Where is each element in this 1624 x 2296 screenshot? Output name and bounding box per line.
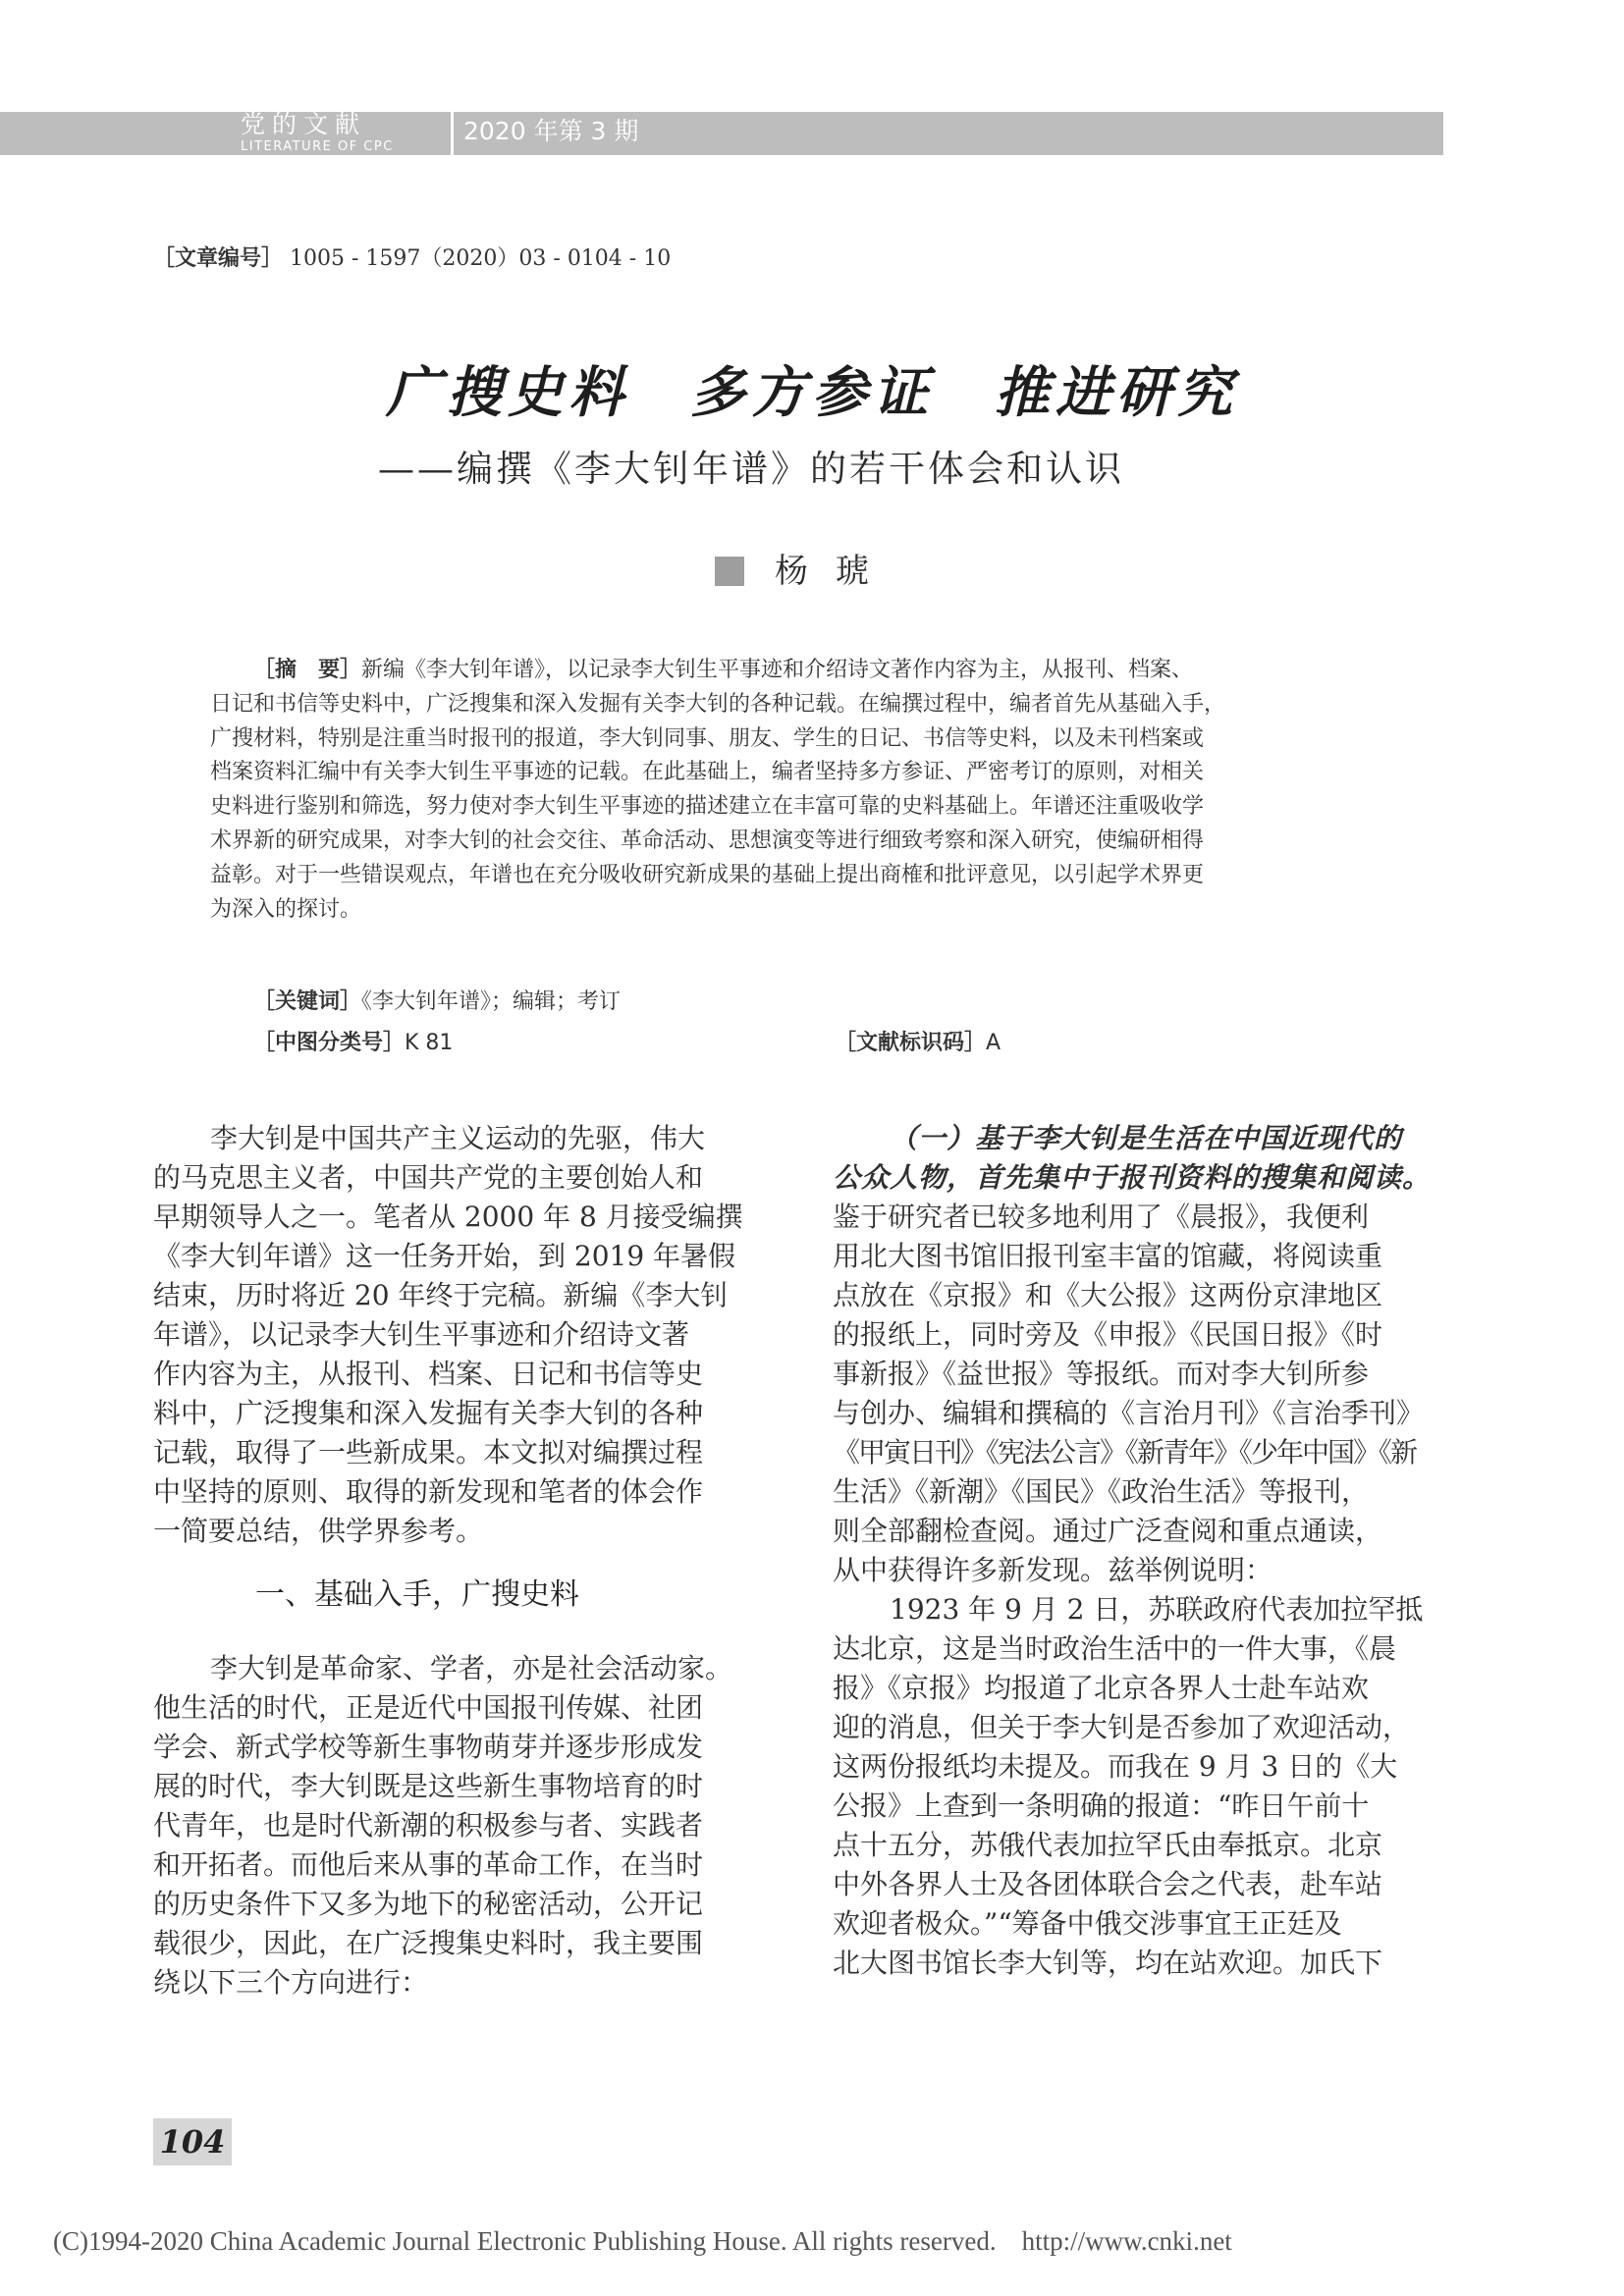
body-line: 用北大图书馆旧报刊室丰富的馆藏，将阅读重 <box>833 1240 1383 1272</box>
clc-number <box>253 1026 453 1056</box>
journal-name-en: LITERATURE OF CPC <box>241 139 394 154</box>
body-line: 绕以下三个方向进行： <box>153 1966 429 1999</box>
body-line: 他生活的时代，正是近代中国报刊传媒、社团 <box>153 1691 704 1724</box>
abstract-line: 史料进行鉴别和筛选，努力使对李大钊生平事迹的描述建立在丰富可靠的史料基础上。年谱还注重吸收学 <box>210 794 1205 820</box>
abstract-line: 术界新的研究成果，对李大钊的社会交往、革命活动、思想演变等进行细致考察和深入研究，使编研相得 <box>210 828 1205 853</box>
body-line: 料中，广泛搜集和深入发掘有关李大钊的各种 <box>153 1397 704 1429</box>
body-line: 公报》上查到一条明确的报道：“昨日午前十 <box>833 1789 1370 1822</box>
article-subtitle: ——编撰《李大钊年谱》的若干体会和认识 <box>378 448 1124 490</box>
body-line: 作内容为主，从报刊、档案、日记和书信等史 <box>153 1358 704 1390</box>
body-line: 报》《京报》均报道了北京各界人士赴车站欢 <box>833 1672 1370 1704</box>
clc-value: K 81 <box>405 1031 454 1055</box>
body-line: 则全部翻检查阅。通过广泛查阅和重点通读， <box>833 1515 1383 1547</box>
body-line: 的马克思主义者，中国共产党的主要创始人和 <box>153 1161 704 1194</box>
keywords-label: ［关键词］ <box>253 989 362 1014</box>
document-code <box>835 1026 1001 1056</box>
keywords <box>253 985 621 1015</box>
body-line: 和开拓者。而他后来从事的革命工作，在当时 <box>153 1848 704 1881</box>
abstract <box>210 654 1408 927</box>
header-divider <box>451 112 454 155</box>
body-line: 鉴于研究者已较多地利用了《晨报》，我便利 <box>833 1201 1370 1233</box>
body-line: 点十五分，苏俄代表加拉罕氏由奉抵京。北京 <box>833 1829 1383 1861</box>
article-number-value: 1005 - 1597（2020）03 - 0104 - 10 <box>290 246 672 271</box>
body-line: 达北京，这是当时政治生活中的一件大事，《晨 <box>833 1632 1397 1665</box>
body-line: 李大钊是中国共产主义运动的先驱，伟大 <box>210 1122 706 1154</box>
abstract-line: 广搜材料，特别是注重当时报刊的报道，李大钊同事、朋友、学生的日记、书信等史料，以及未刊档案或 <box>210 725 1205 751</box>
abstract-line: 为深入的探讨。 <box>210 896 362 922</box>
body-line: 1923 年 9 月 2 日，苏联政府代表加拉罕抵 <box>890 1593 1424 1626</box>
doc-code-value: A <box>986 1031 1001 1055</box>
clc-label: ［中图分类号］ <box>253 1031 406 1055</box>
doc-code-label: ［文献标识码］ <box>835 1031 987 1055</box>
body-line: 点放在《京报》和《大公报》这两份京津地区 <box>833 1279 1383 1311</box>
article-title: 广搜史料 多方参证 推进研究 <box>386 360 1238 425</box>
author-name: 杨琥 <box>775 552 896 591</box>
body-line: 结束，历时将近 20 年终于完稿。新编《李大钊 <box>153 1279 729 1311</box>
copyright-text: (C)1994-2020 China Academic Journal Electronic Publishing House. All rights reserved. <box>53 2226 997 2256</box>
author-marker <box>715 557 744 586</box>
body-line: 事新报》《益世报》等报纸。而对李大钊所参 <box>833 1358 1370 1390</box>
header-band <box>0 112 1443 155</box>
abstract-line: 日记和书信等史料中，广泛搜集和深入发掘有关李大钊的各种记载。在编撰过程中，编者首先从基础入手， <box>210 691 1226 717</box>
cnki-link[interactable]: http://www.cnki.net <box>1021 2226 1232 2256</box>
subsection-heading-line: （一）基于李大钊是生活在中国近现代的 <box>890 1122 1403 1154</box>
body-line: 欢迎者极众。”“筹备中俄交涉事宜王正廷及 <box>833 1907 1342 1940</box>
body-line: 与创办、编辑和撰稿的《言治月刊》《言治季刊》 <box>833 1397 1425 1429</box>
body-line: 从中获得许多新发现。兹举例说明： <box>833 1554 1273 1586</box>
body-line: 的历史条件下又多为地下的秘密活动，公开记 <box>153 1888 704 1920</box>
body-line: 年谱》，以记录李大钊生平事迹和介绍诗文著 <box>153 1318 690 1351</box>
body-line: 学会、新式学校等新生事物萌芽并逐步形成发 <box>153 1731 704 1763</box>
page-number: 104 <box>159 2123 226 2161</box>
body-line: 中坚持的原则、取得的新发现和笔者的体会作 <box>153 1475 704 1508</box>
abstract-line: 益彰。对于一些错误观点，年谱也在充分吸收研究新成果的基础上提出商榷和批评意见，以引起学术界更 <box>210 862 1205 887</box>
body-line: 北大图书馆长李大钊等，均在站欢迎。加氏下 <box>833 1947 1383 1979</box>
body-line: 记载，取得了一些新成果。本文拟对编撰过程 <box>153 1436 704 1468</box>
keywords-value: 《李大钊年谱》；编辑；考订 <box>361 989 622 1014</box>
abstract-label: ［摘 要］ <box>253 658 362 682</box>
article-number-label: ［文章编号］ <box>153 246 284 271</box>
body-line: 早期领导人之一。笔者从 2000 年 8 月接受编撰 <box>153 1201 743 1233</box>
abstract-line: 档案资料汇编中有关李大钊生平事迹的记载。在此基础上，编者坚持多方参证、严密考订的原则，对相关 <box>210 760 1205 785</box>
body-line: 代青年，也是时代新潮的积极参与者、实践者 <box>153 1809 704 1842</box>
issue-label: 2020 年第 3 期 <box>463 117 639 145</box>
body-line: 展的时代，李大钊既是这些新生事物培育的时 <box>153 1770 704 1802</box>
body-line: 一简要总结，供学界参考。 <box>153 1515 484 1547</box>
body-line: 的报纸上，同时旁及《申报》《民国日报》《时 <box>833 1318 1383 1351</box>
body-line: 载很少，因此，在广泛搜集史料时，我主要围 <box>153 1927 704 1959</box>
body-line: 这两份报纸均未提及。而我在 9 月 3 日的《大 <box>833 1750 1398 1783</box>
article-number <box>153 241 671 272</box>
body-line: 《李大钊年谱》这一任务开始，到 2019 年暑假 <box>153 1240 736 1272</box>
body-line: 中外各界人士及各团体联合会之代表，赴车站 <box>833 1868 1383 1900</box>
body-line: 生活》《新潮》《国民》《政治生活》等报刊， <box>833 1475 1370 1508</box>
journal-name: 党的文献 <box>241 110 367 138</box>
body-line: 迎的消息，但关于李大钊是否参加了欢迎活动， <box>833 1711 1411 1743</box>
subsection-heading-line: 公众人物，首先集中于报刊资料的搜集和阅读。 <box>833 1161 1432 1194</box>
copyright-notice <box>53 2226 1232 2257</box>
body-line: 《甲寅日刊》《宪法公言》《新青年》《少年中国》《新 <box>833 1436 1417 1468</box>
section-heading: 一、基础入手，广搜史料 <box>255 1577 579 1612</box>
abstract-line: ［摘 要］新编《李大钊年谱》，以记录李大钊生平事迹和介绍诗文著作内容为主，从报刊、档案、 <box>253 658 1194 682</box>
body-line: 李大钊是革命家、学者，亦是社会活动家。 <box>210 1652 733 1684</box>
